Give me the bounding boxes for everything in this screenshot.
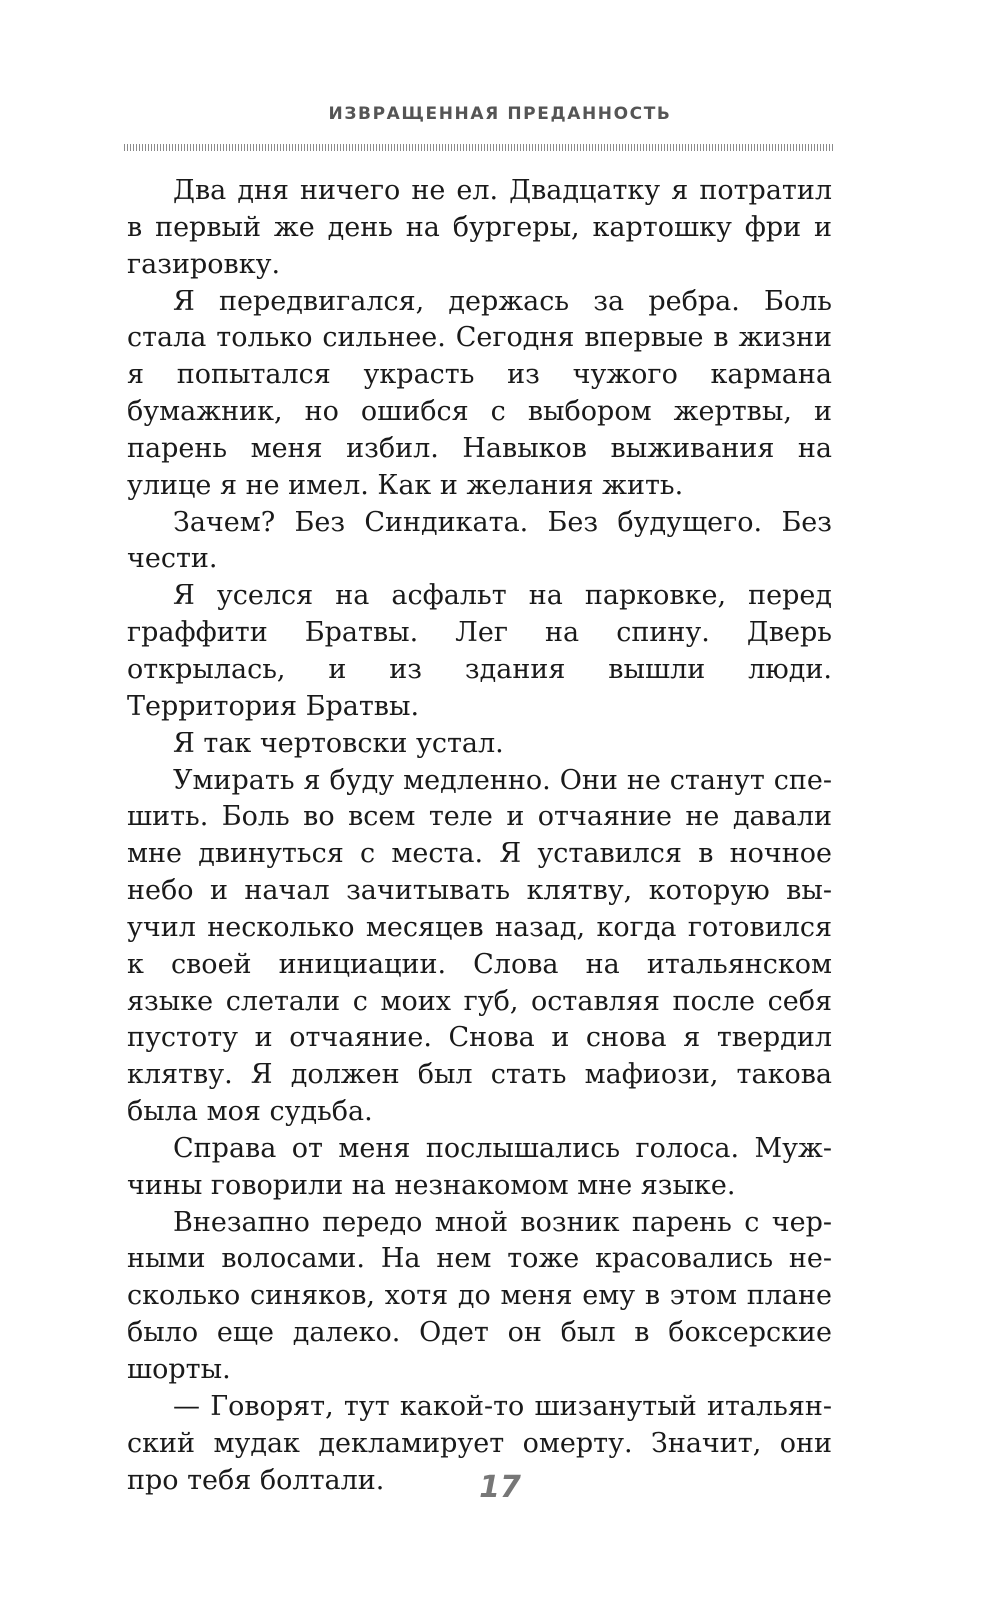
- paragraph: Я так чертовски устал.: [173, 727, 504, 759]
- paragraph: Два дня ничего не ел. Двадцатку я потратил в первый же день на бургеры, картошку фри и газировку.: [127, 175, 832, 280]
- body-text: [127, 173, 832, 1499]
- paragraph: Я передвигался, держась за ребра. Боль стала только сильнее. Сегодня впервые в жизни я попытался украсть из чужого кармана бумажник, но ошибся с выбором жертвы, и парень меня избил. Навыков выживания на улице я не имел. Как и желания жить.: [127, 285, 832, 501]
- page-number: 17: [479, 1470, 521, 1505]
- paragraph: Умирать я буду медленно. Они не станут спешить. Боль во всем теле и отчаяние не давали мне двинуться с места. Я уставился в ночное небо и начал зачитывать клятву, которую выучил несколько месяцев назад, когда готовился к своей инициации. Слова на итальянском языке слетали с моих губ, оставляя после себя пустоту и отчаяние. Снова и снова я твердил клятву. Я должен был стать мафиози, такова была моя судьба.: [127, 764, 832, 1128]
- paragraph: Внезапно передо мной возник парень с черными волосами. На нем тоже красовались несколько синяков, хотя до меня ему в этом плане было еще далеко. Одет он был в боксерские шорты.: [127, 1206, 832, 1385]
- paragraph: Справа от меня послышались голоса. Мужчины говорили на незнакомом мне языке.: [127, 1132, 832, 1201]
- paragraph: — Говорят, тут какой-то шизанутый итальянский мудак декламирует омерту. Значит, они про тебя болтали.: [127, 1390, 832, 1496]
- running-title: ИЗВРАЩЕННАЯ ПРЕДАННОСТЬ: [328, 104, 672, 124]
- header-divider: [124, 144, 835, 151]
- paragraph: Зачем? Без Синдиката. Без будущего. Без чести.: [127, 506, 832, 575]
- paragraph: Я уселся на асфальт на парковке, перед граффити Братвы. Лег на спину. Дверь открылась, и из здания вышли люди. Территория Братвы.: [127, 580, 832, 722]
